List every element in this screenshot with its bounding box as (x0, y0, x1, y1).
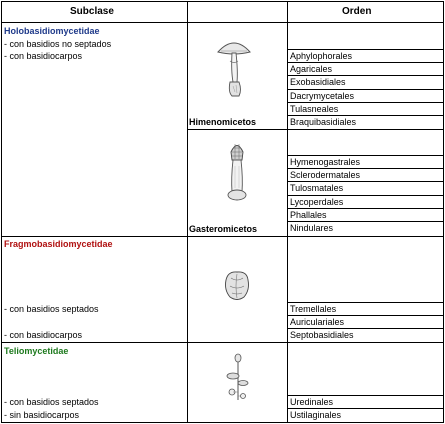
table-border-right (443, 1, 444, 423)
stinkhorn-illustration (222, 140, 252, 202)
row-line (287, 302, 444, 303)
order-cell: Hymenogastrales (290, 157, 361, 167)
row-line (287, 328, 444, 329)
order-cell: Braquibasidiales (290, 117, 357, 127)
order-cell: Aphylophorales (290, 51, 353, 61)
row-line (287, 62, 444, 63)
order-cell: Ustilaginales (290, 410, 342, 420)
jelly-fungus-illustration (222, 268, 252, 304)
row-line (287, 208, 444, 209)
holo-bottom-divider (1, 236, 444, 237)
trait-text: - con basidios no septados (4, 39, 112, 49)
fragmo-bottom-divider (1, 342, 444, 343)
table-border-top (1, 1, 444, 2)
subclass-name: Fragmobasidiomycetidae (4, 239, 113, 249)
himeno-divider (187, 129, 444, 130)
table-border-left (1, 1, 2, 423)
order-cell: Agaricales (290, 64, 333, 74)
row-line (287, 315, 444, 316)
row-line (287, 89, 444, 90)
order-cell: Lycoperdales (290, 197, 344, 207)
row-line (287, 408, 444, 409)
row-line (287, 395, 444, 396)
trait-text: - con basidiocarpos (4, 330, 83, 340)
trait-text: - con basidios septados (4, 304, 99, 314)
order-cell: Dacrymycetales (290, 91, 355, 101)
row-line (287, 115, 444, 116)
row-line (287, 49, 444, 50)
group-label: Himenomicetos (189, 117, 257, 127)
col-divider-1 (187, 1, 188, 423)
order-cell: Nindulares (290, 223, 334, 233)
table-border-bottom (1, 422, 444, 423)
order-cell: Tulasneales (290, 104, 339, 114)
order-cell: Sclerodermatales (290, 170, 361, 180)
row-line (287, 155, 444, 156)
row-line (287, 221, 444, 222)
col-divider-2 (287, 1, 288, 423)
rust-fungus-illustration (224, 352, 252, 404)
order-cell: Exobasidiales (290, 77, 346, 87)
order-cell: Tulosmatales (290, 183, 344, 193)
row-line (287, 181, 444, 182)
subclass-name: Holobasidiomycetidae (4, 26, 100, 36)
header-subclase: Subclase (70, 6, 114, 17)
trait-text: - con basidiocarpos (4, 51, 83, 61)
order-cell: Tremellales (290, 304, 337, 314)
row-line (287, 75, 444, 76)
trait-text: - sin basidiocarpos (4, 410, 80, 420)
header-orden: Orden (342, 6, 372, 17)
order-cell: Septobasidiales (290, 330, 354, 340)
group-label: Gasteromicetos (189, 224, 258, 234)
row-line (287, 102, 444, 103)
header-divider (1, 22, 444, 23)
mushroom-illustration (212, 36, 256, 104)
order-cell: Phallales (290, 210, 327, 220)
trait-text: - con basidios septados (4, 397, 99, 407)
subclass-name: Teliomycetidae (4, 346, 69, 356)
row-line (287, 195, 444, 196)
order-cell: Auriculariales (290, 317, 345, 327)
order-cell: Uredinales (290, 397, 334, 407)
row-line (287, 168, 444, 169)
